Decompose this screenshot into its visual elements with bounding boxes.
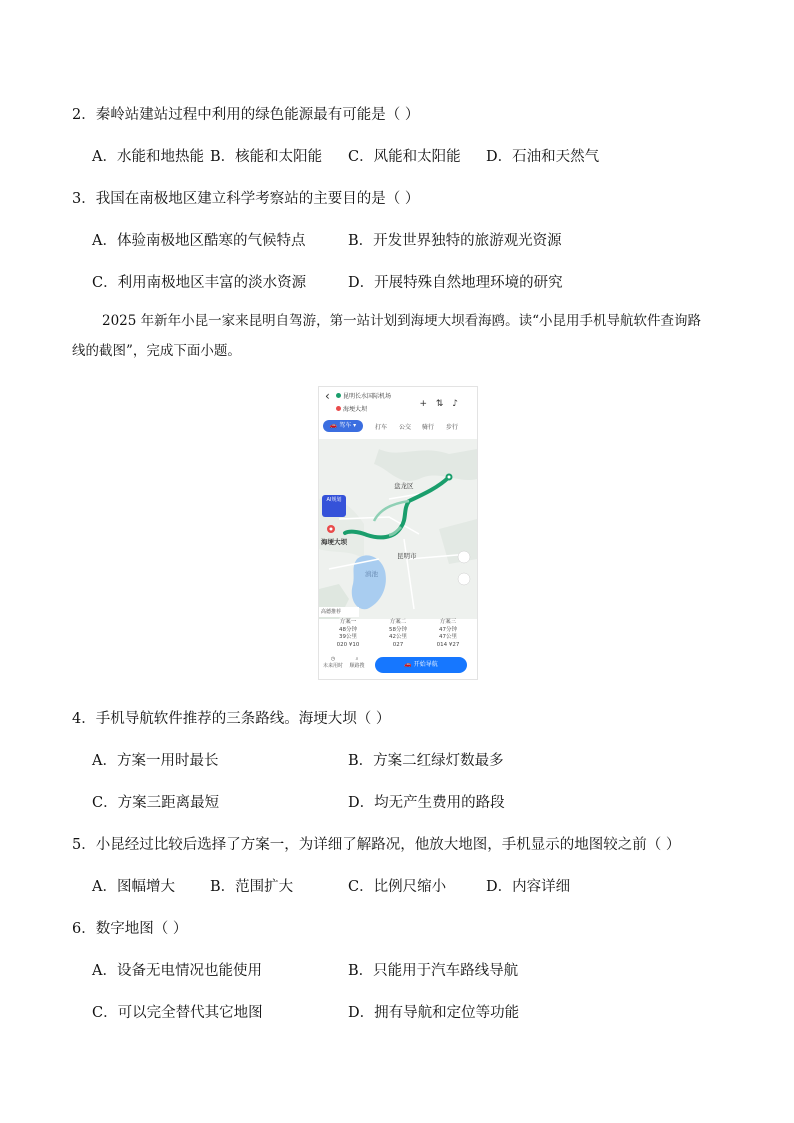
route-header	[319, 387, 477, 439]
q5-option-a: A．图幅增大	[92, 879, 175, 895]
ai-planning-badge: AI规划	[322, 495, 346, 517]
tab-walk: 步行	[446, 424, 459, 431]
intro-line-2: 线的截图”，完成下面小题。	[72, 343, 241, 359]
map-graphic	[319, 439, 477, 619]
q4-stem: 4．手机导航软件推荐的三条路线。海埂大坝（ ）	[72, 711, 391, 727]
q5-stem: 5．小昆经过比较后选择了方案一，为详细了解路况，他放大地图，手机显示的地图较之前（ ）	[72, 837, 681, 853]
destination-label: 海埂大坝	[343, 406, 368, 413]
clock-icon: ◷ 未来用时	[323, 656, 344, 669]
route-tools-icons: + ⇅ ♪	[419, 399, 461, 409]
route-plans	[319, 619, 477, 653]
tab-taxi: 打车	[375, 424, 388, 431]
tab-drive: 🚗 驾车 ▾	[323, 420, 363, 432]
map-label-destination: 海埂大坝	[321, 538, 347, 546]
q5-option-d: D．内容详细	[486, 879, 571, 895]
q4-option-a: A．方案一用时最长	[92, 753, 219, 769]
q6-option-a: A．设备无电情况也能使用	[92, 963, 262, 979]
q2-option-a: A．水能和地热能	[92, 149, 204, 165]
q4-option-d: D．均无产生费用的路段	[348, 795, 505, 811]
start-navigation-button: 🚗 开始导航	[375, 657, 467, 673]
origin-label: 昆明长水国际机场	[343, 393, 392, 400]
origin-dot-icon	[336, 393, 341, 398]
q2-option-b: B．核能和太阳能	[210, 149, 323, 165]
q2-stem: 2．秦岭站建站过程中利用的绿色能源最有可能是（ ）	[72, 107, 420, 123]
destination-dot-icon	[336, 406, 341, 411]
q2-option-d: D．石油和天然气	[486, 149, 600, 165]
intro-line-1: 2025 年新年小昆一家来昆明自驾游，第一站计划到海埂大坝看海鸥。读“小昆用手机导航软件查询路	[102, 313, 702, 329]
bottom-bar	[319, 653, 477, 679]
q3-option-b: B．开发世界独特的旅游观光资源	[348, 233, 562, 249]
tab-bus: 公交	[399, 424, 412, 431]
q2-option-c: C．风能和太阳能	[348, 149, 461, 165]
q4-option-c: C．方案三距离最短	[92, 795, 220, 811]
map-label-city: 昆明市	[397, 552, 417, 560]
q3-option-d: D．开展特殊自然地理环境的研究	[348, 275, 563, 291]
q4-option-b: B．方案二红绿灯数最多	[348, 753, 504, 769]
map-label-district: 盘龙区	[394, 482, 414, 490]
plan-option: 方案一 48分钟 39公里 020 ¥10	[336, 619, 360, 648]
q3-option-a: A．体验南极地区酷寒的气候特点	[92, 233, 306, 249]
tab-bike: 骑行	[422, 424, 435, 431]
plan-option: 方案二 58分钟 42公里 027	[389, 619, 407, 648]
q5-option-b: B．范围扩大	[210, 879, 294, 895]
q6-option-b: B．只能用于汽车路线导航	[348, 963, 519, 979]
plan-option: 方案三 47分钟 47公里 014 ¥27	[436, 619, 460, 648]
transport-tabs	[319, 420, 477, 434]
recommend-label: 高德推荐	[319, 607, 359, 617]
back-arrow-icon: ‹	[325, 389, 330, 403]
search-icon: ⌕ 顺路搜	[349, 656, 365, 669]
q6-stem: 6．数字地图（ ）	[72, 921, 188, 937]
q6-option-d: D．拥有导航和定位等功能	[348, 1005, 520, 1021]
map-label-lake: 滇池	[365, 570, 378, 578]
q3-option-c: C．利用南极地区丰富的淡水资源	[92, 275, 307, 291]
q3-stem: 3．我国在南极地区建立科学考察站的主要目的是（ ）	[72, 191, 420, 207]
route-map	[319, 439, 477, 619]
q5-option-c: C．比例尺缩小	[348, 879, 447, 895]
intro-paragraph	[72, 306, 727, 366]
navigation-screenshot	[318, 386, 478, 680]
q6-option-c: C．可以完全替代其它地图	[92, 1005, 263, 1021]
